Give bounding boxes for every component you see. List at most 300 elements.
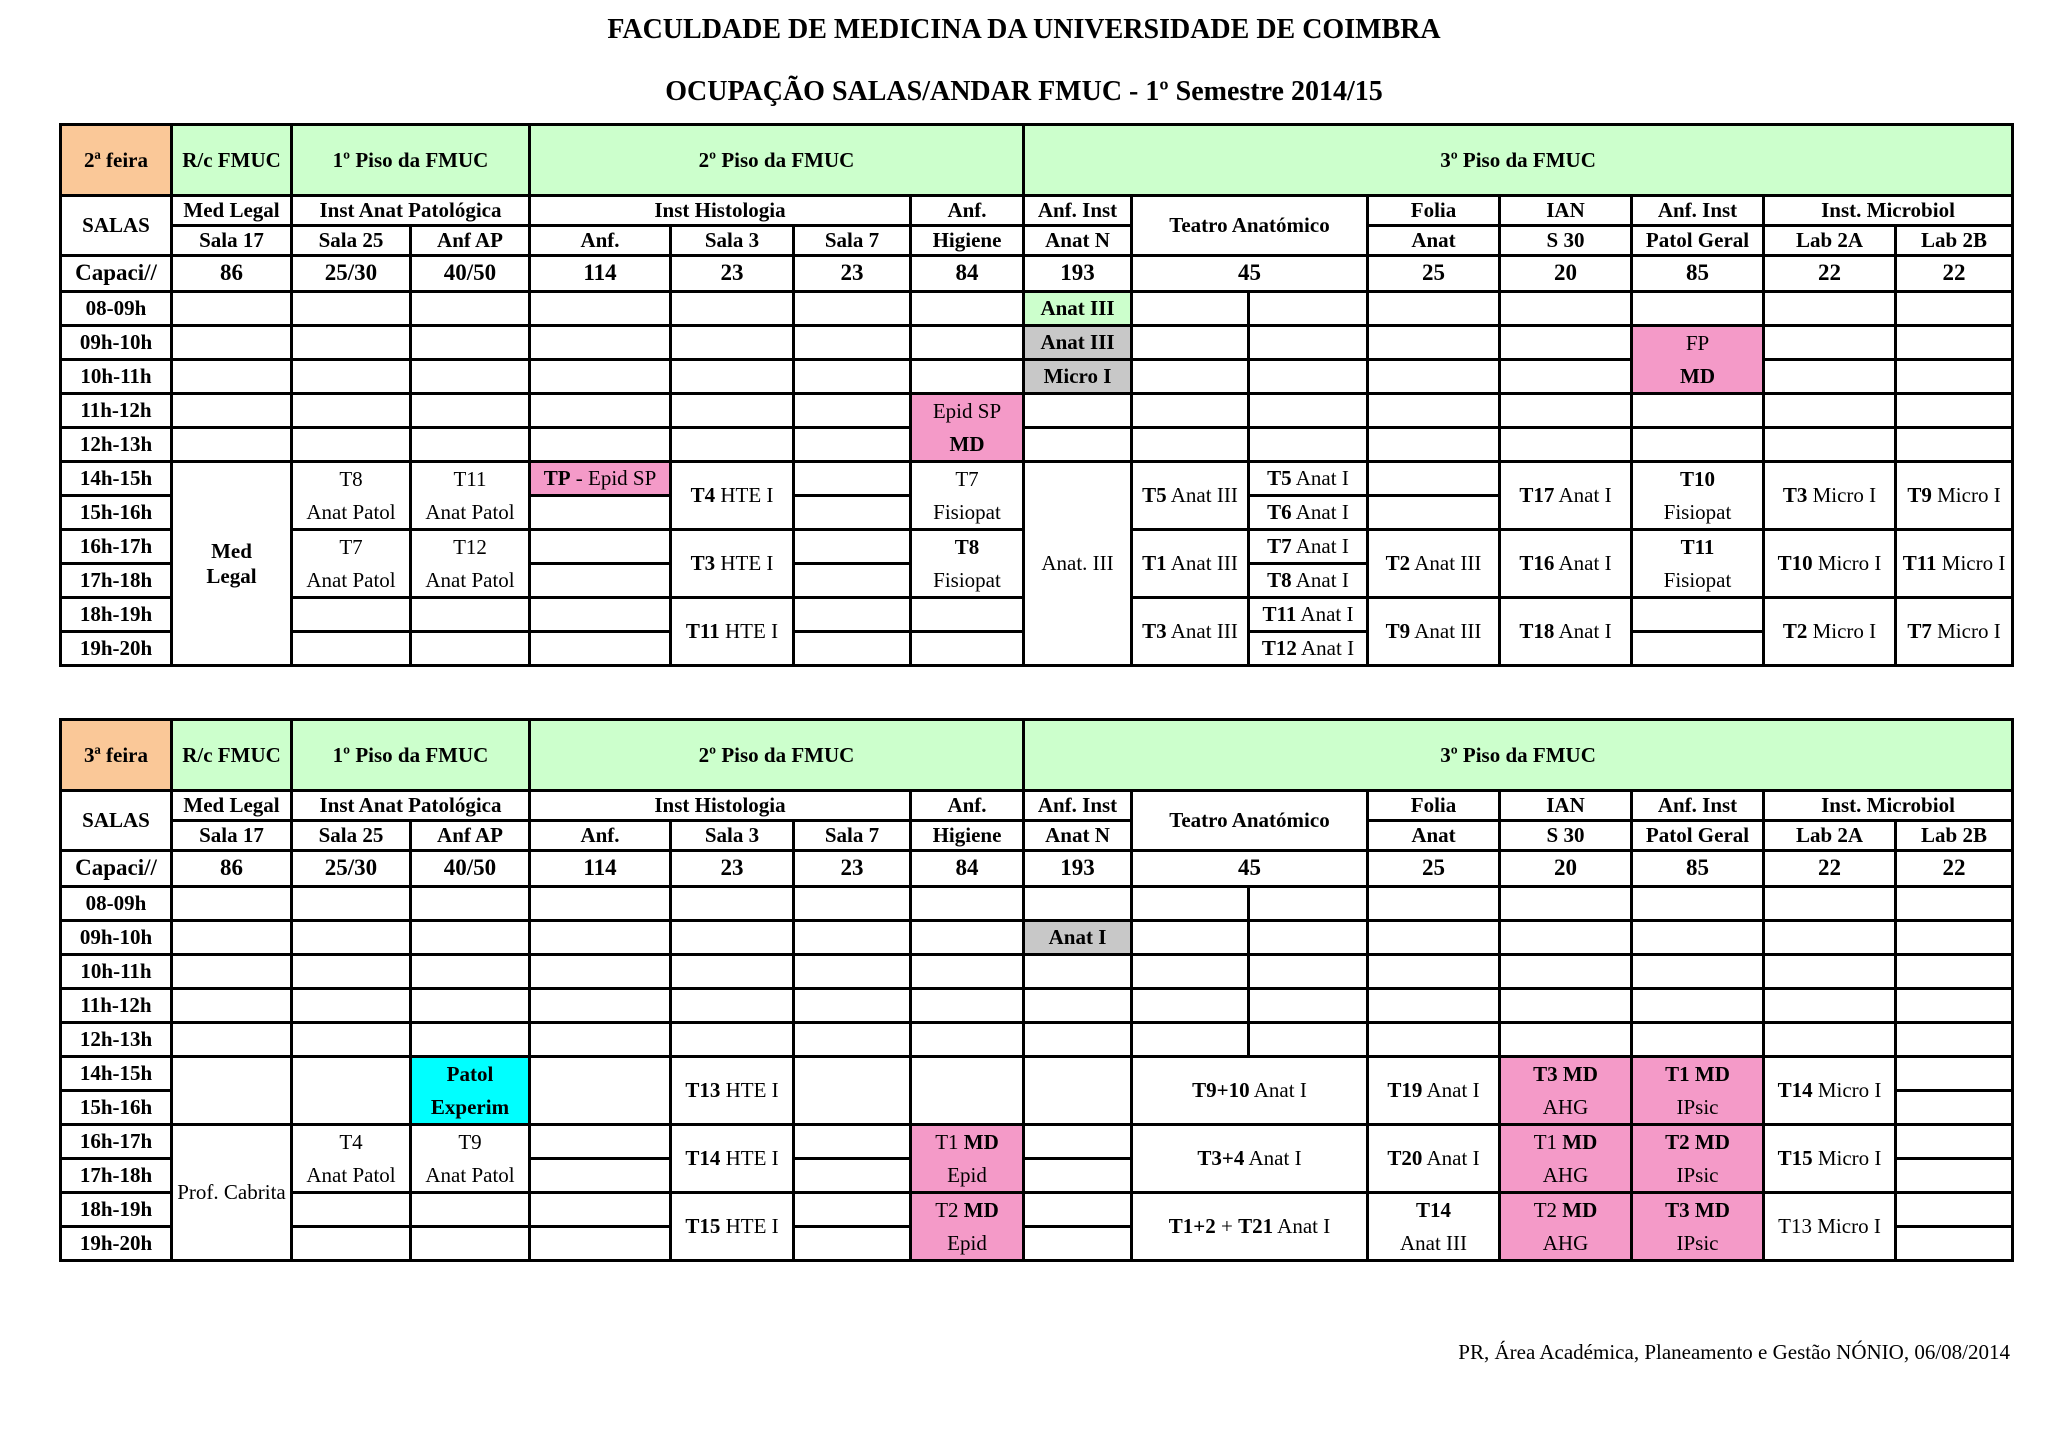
empty-cell xyxy=(1896,1023,2013,1057)
class-line: T20 xyxy=(1387,1146,1423,1171)
empty-cell xyxy=(1764,292,1896,326)
room-header: Anat N xyxy=(1024,821,1132,851)
empty-cell xyxy=(411,989,530,1023)
time-slot: 15h-16h xyxy=(61,1091,172,1125)
page-subtitle: OCUPAÇÃO SALAS/ANDAR FMUC - 1º Semestre 2014/15 xyxy=(665,76,1383,107)
room-header: Sala 7 xyxy=(794,821,911,851)
empty-cell xyxy=(1132,989,1249,1023)
class-cell xyxy=(1632,1057,1764,1125)
room-header: Folia xyxy=(1368,196,1500,226)
capacity-value: 45 xyxy=(1132,256,1368,292)
empty-cell xyxy=(1764,887,1896,921)
empty-cell xyxy=(794,326,911,360)
class-cell xyxy=(292,1125,411,1193)
capacity-value: 25/30 xyxy=(292,851,411,887)
room-header: Anf. Inst xyxy=(1632,791,1764,821)
capacity-value: 25/30 xyxy=(292,256,411,292)
room-header: Sala 25 xyxy=(292,226,411,256)
capacity-value: 193 xyxy=(1024,851,1132,887)
floor-1: 1º Piso da FMUC xyxy=(292,125,530,196)
empty-cell xyxy=(1500,428,1632,462)
class-cell xyxy=(1132,1125,1368,1193)
capacity-value: 23 xyxy=(794,256,911,292)
class-line: Anat Patol xyxy=(306,567,396,592)
empty-cell xyxy=(1132,955,1249,989)
empty-cell xyxy=(911,632,1024,666)
empty-cell xyxy=(1132,360,1249,394)
class-line: Micro I xyxy=(1936,551,2006,576)
class-cell xyxy=(911,530,1024,598)
empty-cell xyxy=(671,428,794,462)
class-line: T9+10 xyxy=(1192,1078,1250,1103)
room-header: Anat xyxy=(1368,226,1500,256)
class-line: T3 xyxy=(1142,619,1167,644)
class-cell xyxy=(1632,462,1764,530)
class-cell xyxy=(1132,462,1249,530)
empty-cell xyxy=(530,921,671,955)
time-slot: 15h-16h xyxy=(61,496,172,530)
class-line: Anat Patol xyxy=(306,1162,396,1187)
class-line: T8 xyxy=(954,535,980,560)
class-cell xyxy=(1249,598,1368,632)
class-line: T10 xyxy=(1777,551,1813,576)
class-line xyxy=(912,1130,1022,1154)
class-cell xyxy=(1132,1057,1368,1125)
room-group-header: Inst. Microbiol xyxy=(1764,196,2013,226)
empty-cell xyxy=(530,326,671,360)
empty-cell xyxy=(1368,462,1500,496)
floor-3: 3º Piso da FMUC xyxy=(1024,125,2013,196)
empty-cell xyxy=(1132,921,1249,955)
class-cell xyxy=(1764,598,1896,666)
empty-cell xyxy=(411,598,530,632)
empty-cell xyxy=(1632,955,1764,989)
time-slot: 08-09h xyxy=(61,292,172,326)
time-slot: 17h-18h xyxy=(61,1159,172,1193)
time-slot: 17h-18h xyxy=(61,564,172,598)
empty-cell xyxy=(1024,1193,1132,1227)
class-cell xyxy=(1500,530,1632,598)
capacity-value: 114 xyxy=(530,851,671,887)
capacity-value: 25 xyxy=(1368,851,1500,887)
footer-credit: PR, Área Académica, Planeamento e Gestão NÓNIO, 06/08/2014 xyxy=(1458,1340,2010,1364)
empty-cell xyxy=(1024,1159,1132,1193)
empty-cell xyxy=(172,428,292,462)
empty-cell xyxy=(1024,955,1132,989)
empty-cell xyxy=(411,360,530,394)
room-group-header: Inst Histologia xyxy=(530,791,911,821)
class-cell xyxy=(1764,1057,1896,1125)
time-slot: 14h-15h xyxy=(61,462,172,496)
class-line: T17 xyxy=(1519,483,1555,508)
time-slot: 14h-15h xyxy=(61,1057,172,1091)
empty-cell xyxy=(911,360,1024,394)
empty-cell xyxy=(1896,1057,2013,1091)
room-header: Anf AP xyxy=(411,821,530,851)
class-cell xyxy=(1249,496,1368,530)
empty-cell xyxy=(411,326,530,360)
empty-cell xyxy=(530,955,671,989)
empty-cell xyxy=(292,394,411,428)
schedule-table-monday xyxy=(59,123,2014,667)
empty-cell xyxy=(530,530,671,564)
empty-cell xyxy=(671,360,794,394)
empty-cell xyxy=(292,921,411,955)
empty-cell xyxy=(1500,887,1632,921)
empty-cell xyxy=(911,598,1024,632)
room-header: Anf. Inst xyxy=(1024,791,1132,821)
class-line: T7 xyxy=(1907,619,1932,644)
class-line: Fisiopat xyxy=(933,499,1001,524)
class-line: T1 xyxy=(935,1130,959,1155)
class-cell xyxy=(1764,530,1896,598)
empty-cell xyxy=(1132,326,1249,360)
class-cell xyxy=(1249,530,1368,564)
empty-cell xyxy=(1632,292,1764,326)
class-line: Epid xyxy=(947,1162,987,1187)
empty-cell xyxy=(671,326,794,360)
empty-cell xyxy=(1896,326,2013,360)
empty-cell xyxy=(1764,326,1896,360)
empty-cell xyxy=(1249,955,1368,989)
class-line: Experim xyxy=(430,1094,510,1119)
capacity-value: 114 xyxy=(530,256,671,292)
capacity-value: 22 xyxy=(1764,256,1896,292)
class-cell xyxy=(1368,598,1500,666)
class-line: MD xyxy=(958,1198,999,1223)
class-line: HTE I xyxy=(715,551,774,576)
floor-2: 2º Piso da FMUC xyxy=(530,720,1024,791)
empty-cell xyxy=(411,292,530,326)
empty-cell xyxy=(530,1227,671,1261)
empty-cell xyxy=(911,292,1024,326)
empty-cell xyxy=(292,428,411,462)
room-header: Anf. Inst xyxy=(1024,196,1132,226)
empty-cell xyxy=(172,955,292,989)
class-line: Anat Patol xyxy=(306,499,396,524)
empty-cell xyxy=(671,887,794,921)
empty-cell xyxy=(411,428,530,462)
day-label: 2ª feira xyxy=(61,125,172,196)
empty-cell xyxy=(530,564,671,598)
class-cell xyxy=(911,1193,1024,1261)
room-header: Teatro Anatómico xyxy=(1132,791,1368,851)
room-header: Patol Geral xyxy=(1632,226,1764,256)
room-header: Sala 17 xyxy=(172,821,292,851)
class-line: T3 MD xyxy=(1665,1198,1730,1223)
class-line: T11 xyxy=(1680,535,1715,560)
class-cell xyxy=(1896,462,2013,530)
class-line: T11 xyxy=(1262,602,1297,627)
floor-1: 1º Piso da FMUC xyxy=(292,720,530,791)
empty-cell xyxy=(1500,955,1632,989)
empty-cell xyxy=(1249,394,1368,428)
empty-cell xyxy=(1132,292,1249,326)
class-line: Fisiopat xyxy=(1663,499,1732,524)
class-line: T7 xyxy=(339,535,363,560)
time-slot: 16h-17h xyxy=(61,1125,172,1159)
empty-cell xyxy=(530,887,671,921)
empty-cell xyxy=(292,326,411,360)
room-header: S 30 xyxy=(1500,821,1632,851)
class-cell xyxy=(671,462,794,530)
class-line: Anat III xyxy=(1410,619,1482,644)
empty-cell xyxy=(292,1057,411,1125)
time-slot: 12h-13h xyxy=(61,428,172,462)
class-line: Anat I xyxy=(1291,466,1349,491)
class-line: MD xyxy=(1557,1198,1598,1223)
time-slot: 11h-12h xyxy=(61,394,172,428)
empty-cell xyxy=(1249,360,1368,394)
empty-cell xyxy=(794,1125,911,1159)
capacity-value: 85 xyxy=(1632,851,1764,887)
time-slot: 11h-12h xyxy=(61,989,172,1023)
class-line: Epid SP xyxy=(932,399,1002,424)
empty-cell xyxy=(1024,428,1132,462)
empty-cell xyxy=(794,632,911,666)
empty-cell xyxy=(911,989,1024,1023)
class-line: T2 xyxy=(935,1198,959,1223)
capacity-value: 20 xyxy=(1500,851,1632,887)
room-group-header: Inst Histologia xyxy=(530,196,911,226)
class-line: Anat I xyxy=(1273,1214,1331,1239)
room-header: Lab 2B xyxy=(1896,821,2013,851)
empty-cell xyxy=(1368,496,1500,530)
empty-cell xyxy=(1132,887,1249,921)
empty-cell xyxy=(671,955,794,989)
class-line: MD xyxy=(1557,1130,1598,1155)
empty-cell xyxy=(794,989,911,1023)
empty-cell xyxy=(1764,394,1896,428)
class-line: FP xyxy=(1685,331,1710,356)
class-cell: Anat III xyxy=(1024,292,1132,326)
capacity-value: 22 xyxy=(1896,256,2013,292)
empty-cell xyxy=(530,428,671,462)
empty-cell xyxy=(794,462,911,496)
floor-rc: R/c FMUC xyxy=(172,720,292,791)
class-line: T14 xyxy=(1777,1078,1813,1103)
class-cell xyxy=(1368,1193,1500,1261)
class-cell xyxy=(911,1125,1024,1193)
class-line: IPsic xyxy=(1676,1230,1719,1255)
class-line: Micro I xyxy=(1931,483,2001,508)
class-cell xyxy=(671,1193,794,1261)
page-title: FACULDADE DE MEDICINA DA UNIVERSIDADE DE COIMBRA xyxy=(607,14,1441,45)
room-header: Sala 3 xyxy=(671,821,794,851)
empty-cell xyxy=(1500,326,1632,360)
class-line: Micro I xyxy=(1931,619,2001,644)
capacity-value: 40/50 xyxy=(411,256,530,292)
empty-cell xyxy=(1368,292,1500,326)
empty-cell xyxy=(1500,1023,1632,1057)
empty-cell xyxy=(1764,955,1896,989)
class-line: Anat III xyxy=(1166,483,1238,508)
time-slot: 18h-19h xyxy=(61,1193,172,1227)
empty-cell xyxy=(1024,1057,1132,1125)
class-line: Anat III xyxy=(1410,551,1482,576)
empty-cell xyxy=(794,564,911,598)
class-cell xyxy=(1132,1193,1368,1261)
empty-cell xyxy=(794,394,911,428)
room-header: IAN xyxy=(1500,196,1632,226)
empty-cell xyxy=(1896,921,2013,955)
empty-cell xyxy=(530,360,671,394)
class-line: IPsic xyxy=(1676,1162,1719,1187)
empty-cell xyxy=(530,394,671,428)
class-line: Micro I xyxy=(1812,1146,1882,1171)
empty-cell xyxy=(1764,1023,1896,1057)
empty-cell xyxy=(794,496,911,530)
empty-cell xyxy=(1024,887,1132,921)
empty-cell xyxy=(794,598,911,632)
class-line: HTE I xyxy=(720,1146,779,1171)
empty-cell xyxy=(911,955,1024,989)
empty-cell xyxy=(1896,394,2013,428)
empty-cell xyxy=(671,394,794,428)
class-line: TP xyxy=(543,466,571,491)
time-slot: 16h-17h xyxy=(61,530,172,564)
schedule-table-tuesday xyxy=(59,718,2014,1262)
room-header: Sala 7 xyxy=(794,226,911,256)
empty-cell xyxy=(911,1023,1024,1057)
capacity-value: 22 xyxy=(1764,851,1896,887)
empty-cell xyxy=(671,921,794,955)
class-line: Anat I xyxy=(1554,551,1612,576)
empty-cell xyxy=(530,1125,671,1159)
room-header: Sala 25 xyxy=(292,821,411,851)
empty-cell xyxy=(1896,955,2013,989)
empty-cell xyxy=(794,1193,911,1227)
class-cell xyxy=(172,462,292,666)
room-header: Anf. xyxy=(530,821,671,851)
class-cell xyxy=(411,1057,530,1125)
empty-cell xyxy=(1132,394,1249,428)
empty-cell xyxy=(1024,989,1132,1023)
empty-cell xyxy=(411,394,530,428)
time-slot: 09h-10h xyxy=(61,326,172,360)
class-cell xyxy=(1132,598,1249,666)
capacity-value: 193 xyxy=(1024,256,1132,292)
room-header: Anf. xyxy=(911,196,1024,226)
class-cell xyxy=(1249,564,1368,598)
empty-cell xyxy=(1896,292,2013,326)
class-line: Patol xyxy=(446,1062,494,1087)
empty-cell xyxy=(1368,326,1500,360)
empty-cell xyxy=(794,292,911,326)
class-line: T15 xyxy=(685,1214,721,1239)
empty-cell xyxy=(1368,428,1500,462)
room-header: Anf. Inst xyxy=(1632,196,1764,226)
empty-cell xyxy=(1632,428,1764,462)
class-line: T6 xyxy=(1267,500,1292,525)
empty-cell xyxy=(292,1227,411,1261)
empty-cell xyxy=(172,887,292,921)
empty-cell xyxy=(1368,989,1500,1023)
class-line: T9 xyxy=(458,1130,482,1155)
empty-cell xyxy=(911,1057,1024,1125)
class-cell xyxy=(1764,462,1896,530)
empty-cell xyxy=(1132,428,1249,462)
class-line: T10 xyxy=(1679,467,1715,492)
class-line: HTE I xyxy=(720,1078,779,1103)
time-slot: 08-09h xyxy=(61,887,172,921)
empty-cell xyxy=(794,955,911,989)
class-line: Anat I xyxy=(1244,1146,1302,1171)
class-line: T14 xyxy=(685,1146,721,1171)
empty-cell xyxy=(411,1227,530,1261)
empty-cell xyxy=(530,292,671,326)
empty-cell xyxy=(1249,989,1368,1023)
empty-cell xyxy=(172,292,292,326)
empty-cell xyxy=(794,530,911,564)
empty-cell xyxy=(1896,1227,2013,1261)
empty-cell xyxy=(671,1023,794,1057)
class-cell: Micro I xyxy=(1024,360,1132,394)
empty-cell xyxy=(1368,1023,1500,1057)
room-header: Higiene xyxy=(911,226,1024,256)
class-line: Anat I xyxy=(1291,534,1349,559)
class-line: T4 xyxy=(339,1130,363,1155)
class-line: Micro I xyxy=(1812,551,1882,576)
floor-2: 2º Piso da FMUC xyxy=(530,125,1024,196)
room-header: Folia xyxy=(1368,791,1500,821)
empty-cell xyxy=(292,887,411,921)
empty-cell xyxy=(1500,292,1632,326)
class-line: MD xyxy=(1680,363,1715,388)
class-line: T2 xyxy=(1533,1198,1558,1223)
empty-cell xyxy=(530,1193,671,1227)
class-line: Anat I xyxy=(1291,500,1349,525)
class-line: T12 xyxy=(453,535,487,560)
room-header: Anf AP xyxy=(411,226,530,256)
empty-cell xyxy=(411,887,530,921)
class-cell xyxy=(1249,632,1368,666)
class-line: T21 xyxy=(1238,1214,1274,1239)
salas-header: SALAS xyxy=(61,791,172,851)
empty-cell xyxy=(292,989,411,1023)
empty-cell xyxy=(911,921,1024,955)
empty-cell xyxy=(1500,360,1632,394)
capacity-value: 25 xyxy=(1368,256,1500,292)
class-cell xyxy=(1632,1125,1764,1193)
empty-cell xyxy=(794,1057,911,1125)
room-header: Anf. xyxy=(911,791,1024,821)
class-line: T2 xyxy=(1385,551,1411,576)
class-cell xyxy=(292,530,411,598)
empty-cell xyxy=(1632,598,1764,632)
capacity-value: 84 xyxy=(911,851,1024,887)
class-line: T3 MD xyxy=(1533,1062,1598,1087)
room-header: S 30 xyxy=(1500,226,1632,256)
class-line: T3 xyxy=(1782,483,1808,508)
empty-cell xyxy=(1500,394,1632,428)
empty-cell xyxy=(1632,394,1764,428)
time-slot: 12h-13h xyxy=(61,1023,172,1057)
time-slot: 10h-11h xyxy=(61,955,172,989)
class-cell xyxy=(671,1057,794,1125)
empty-cell xyxy=(530,598,671,632)
empty-cell xyxy=(1132,1023,1249,1057)
class-line: MD xyxy=(958,1130,999,1155)
empty-cell xyxy=(1500,989,1632,1023)
capacity-value: 20 xyxy=(1500,256,1632,292)
class-cell xyxy=(530,462,671,496)
class-cell xyxy=(1632,1193,1764,1261)
class-cell xyxy=(911,462,1024,530)
class-cell xyxy=(911,394,1024,462)
class-line: T9 xyxy=(1907,483,1932,508)
class-line: Anat I xyxy=(1554,619,1612,644)
